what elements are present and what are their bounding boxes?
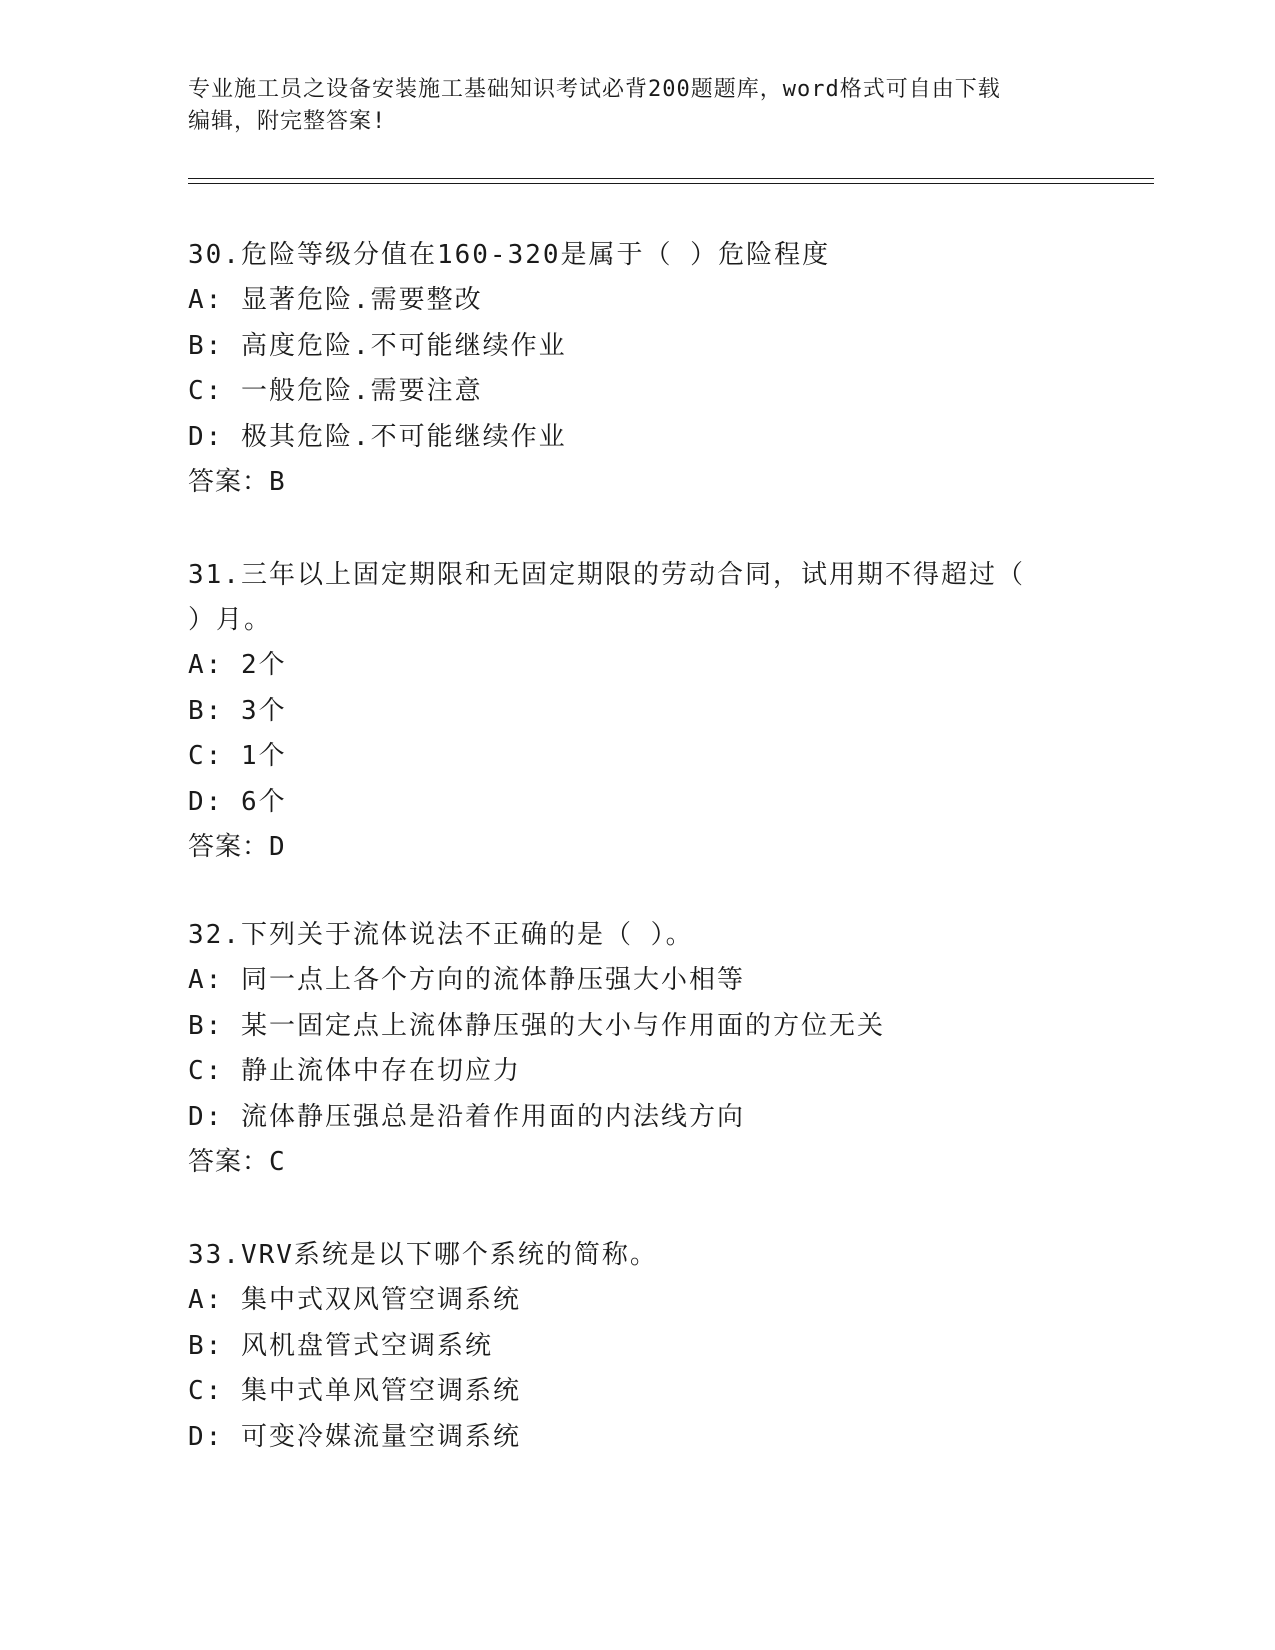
option-d: D: 6个 [188,786,287,817]
answer-line [188,460,1088,505]
option-a: A: 显著危险.需要整改 [188,285,483,315]
header-line-2: 编辑，附完整答案! [188,109,387,134]
option-c: C: 静止流体中存在切应力 [188,1056,521,1086]
option-b: B: 3个 [188,695,287,726]
option-b: B: 某一固定点上流体静压强的大小与作用面的方位无关 [188,1010,885,1041]
header-rule-bottom [188,183,1154,184]
question-33 [188,1233,1088,1460]
option-b: B: 风机盘管式空调系统 [188,1330,493,1361]
answer-value: B [269,467,286,497]
question-31 [188,553,1088,870]
option-c: C: 一般危险.需要注意 [188,376,483,406]
option-a: A: 同一点上各个方向的流体静压强大小相等 [188,965,745,995]
option-c: C: 1个 [188,741,287,771]
answer-line [188,825,1088,870]
header-line-1: 专业施工员之设备安装施工基础知识考试必背200题题库，word格式可自由下载 [188,77,1001,102]
answer-label: 答案： [188,832,270,862]
question-title: 30.危险等级分值在160-320是属于（ ）危险程度 [188,240,831,270]
answer-label: 答案： [188,467,270,497]
question-title-continued: ）月。 [188,605,273,635]
question-32 [188,913,1088,1185]
answer-line [188,1140,1088,1185]
question-title: 31.三年以上固定期限和无固定期限的劳动合同，试用期不得超过（ [188,560,1025,590]
document-header [188,74,1088,138]
option-a: A: 集中式双风管空调系统 [188,1285,521,1315]
header-rule-top [188,178,1154,179]
option-d: D: 可变冷媒流量空调系统 [188,1421,521,1452]
option-c: C: 集中式单风管空调系统 [188,1376,521,1406]
answer-label: 答案： [188,1147,270,1177]
answer-value: D [269,832,286,862]
option-d: D: 流体静压强总是沿着作用面的内法线方向 [188,1101,745,1132]
question-title: 32.下列关于流体说法不正确的是（ ）。 [188,920,694,950]
option-d: D: 极其危险.不可能继续作业 [188,421,567,452]
question-title: 33.VRV系统是以下哪个系统的简称。 [188,1240,658,1270]
option-a: A: 2个 [188,650,287,680]
question-30 [188,233,1088,505]
answer-value: C [269,1147,286,1177]
option-b: B: 高度危险.不可能继续作业 [188,330,567,361]
